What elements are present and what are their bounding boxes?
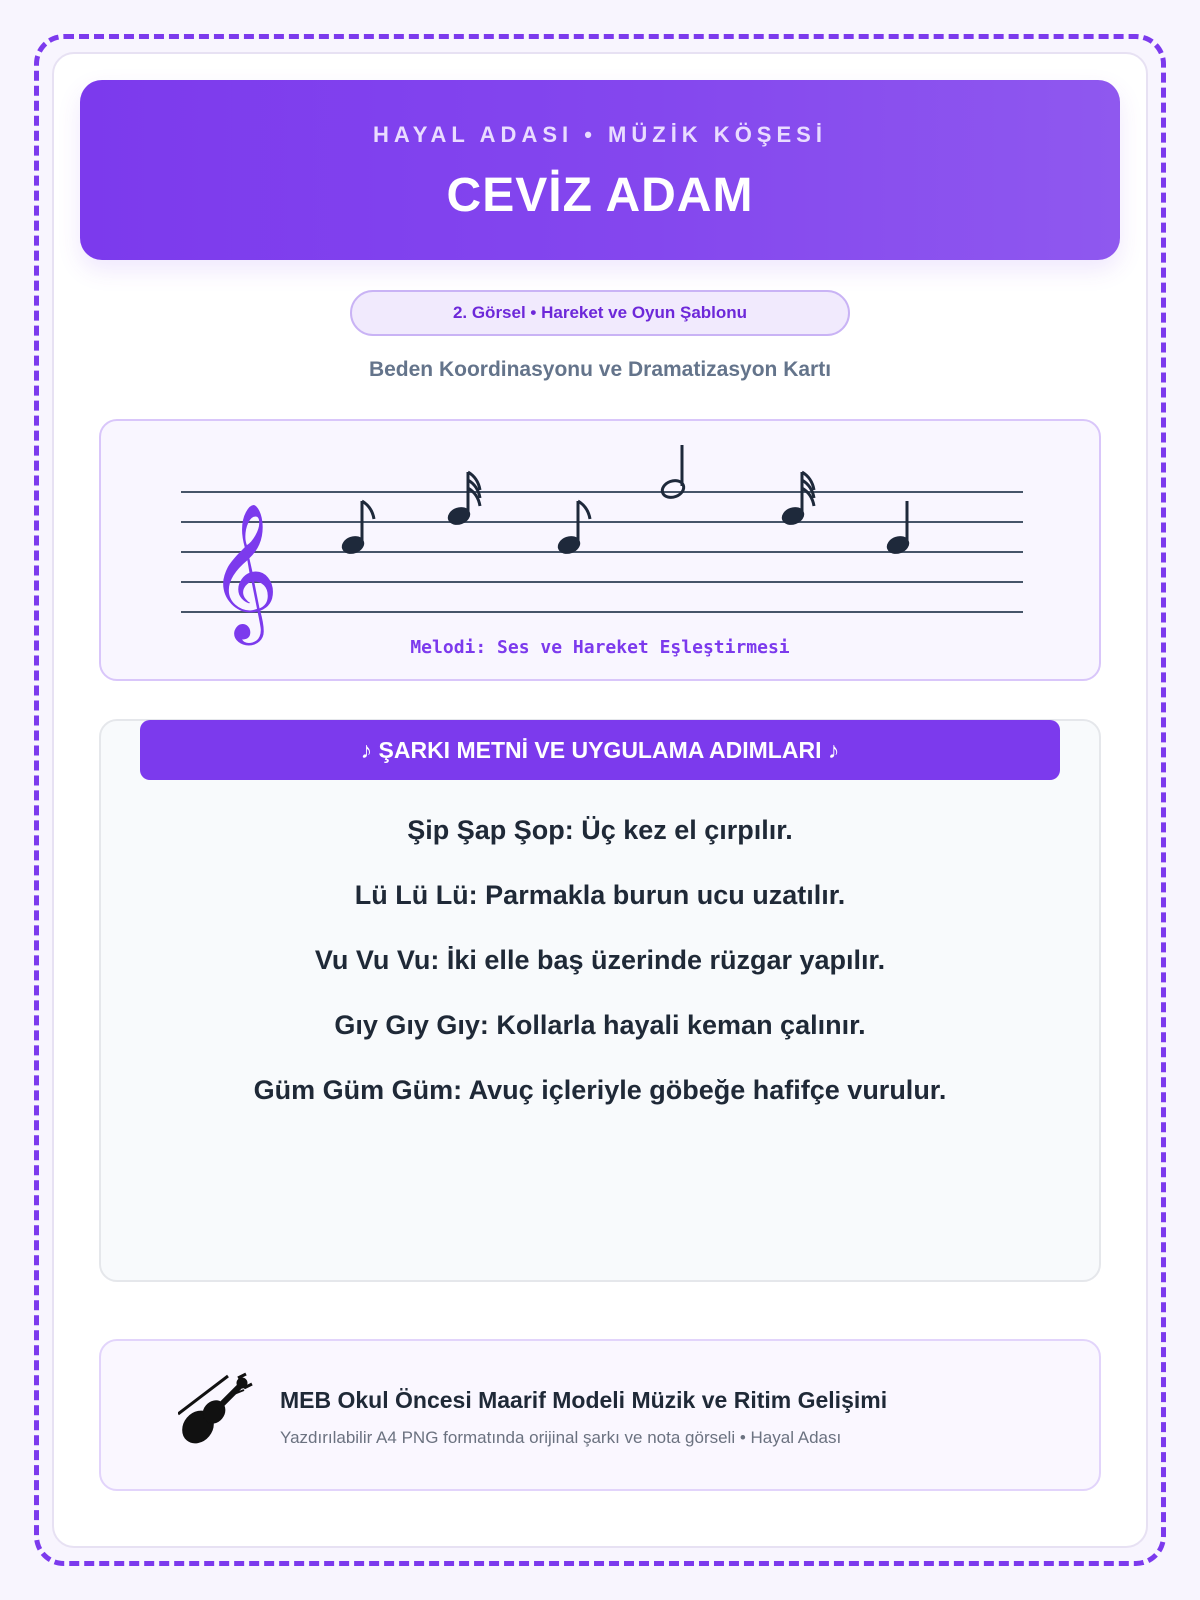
lyric-line: Gıy Gıy Gıy: Kollarla hayali keman çalınır. — [334, 1010, 866, 1040]
music-staff-card — [99, 419, 1101, 681]
title-banner — [80, 80, 1120, 260]
treble-clef-icon — [209, 501, 279, 645]
lyric-line: Şip Şap Şop: Üç kez el çırpılır. — [407, 815, 793, 845]
notes-layer — [340, 445, 911, 556]
banner-kicker: HAYAL ADASI • MÜZİK KÖŞESİ — [373, 122, 827, 147]
page-subtitle: Beden Koordinasyonu ve Dramatizasyon Kartı — [368, 358, 832, 381]
lyric-line: Vu Vu Vu: İki elle baş üzerinde rüzgar yapılır. — [314, 945, 886, 975]
page-title: CEVİZ ADAM — [446, 169, 754, 222]
section-badge: 2. Görsel • Hareket ve Oyun Şablonu — [350, 290, 850, 336]
lyrics-list — [100, 810, 1100, 1135]
lyrics-header: ♪ ŞARKI METNİ VE UYGULAMA ADIMLARI ♪ — [140, 720, 1060, 780]
lyric-line: Lü Lü Lü: Parmakla burun ucu uzatılır. — [354, 880, 846, 910]
sixteenth-note — [446, 472, 480, 527]
footer-title: MEB Okul Öncesi Maarif Modeli Müzik ve Ritim Gelişimi — [280, 1387, 888, 1413]
svg-text:𝄞: 𝄞 — [209, 501, 279, 639]
quarter-note — [885, 501, 911, 556]
lyric-line: Güm Güm Güm: Avuç içleriyle göbeğe hafifçe vurulur. — [253, 1075, 947, 1105]
staff-caption: Melodi: Ses ve Hareket Eşleştirmesi — [410, 637, 790, 658]
violin-icon — [178, 1372, 256, 1452]
sixteenth-note — [780, 472, 814, 527]
eighth-note — [556, 501, 590, 556]
footer-subtitle: Yazdırılabilir A4 PNG formatında orijinal şarkı ve nota görseli • Hayal Adası — [280, 1428, 842, 1447]
eighth-note — [340, 501, 374, 556]
